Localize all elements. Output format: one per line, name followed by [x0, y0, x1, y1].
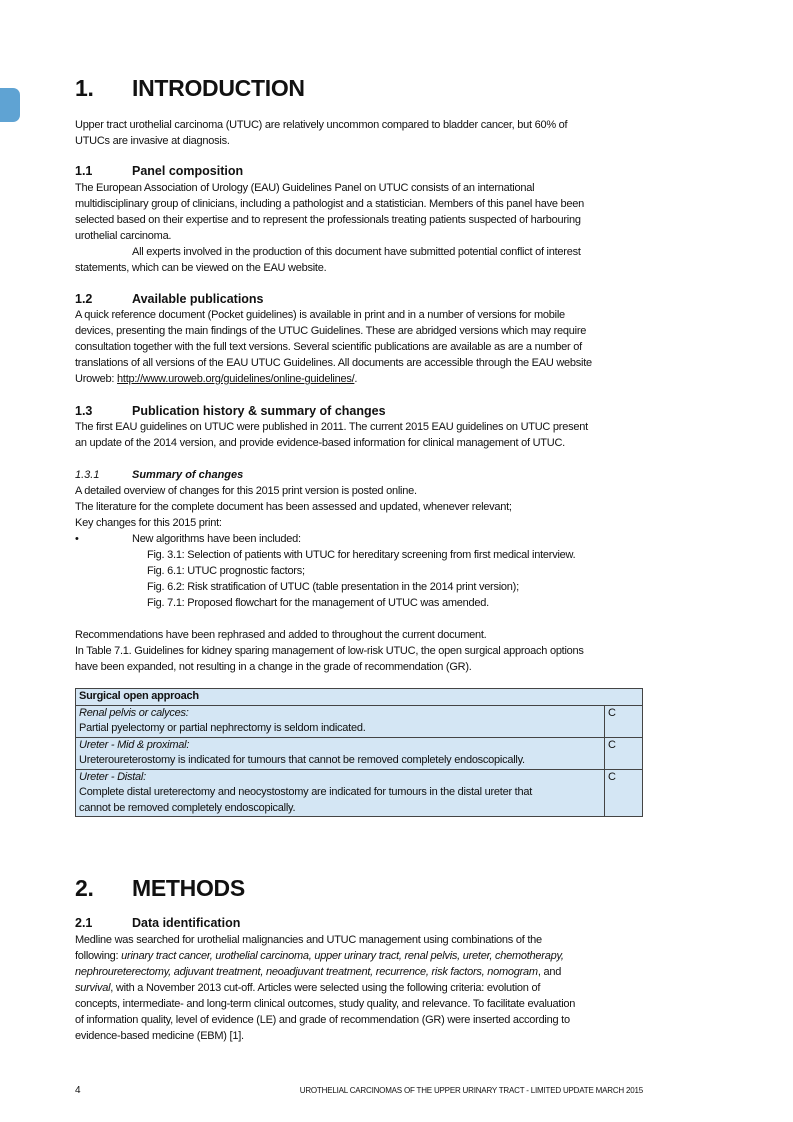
recommendation-cell — [76, 737, 605, 769]
text-line: Upper tract urothelial carcinoma (UTUC) are relatively uncommon compared to bladder cancer, but 60% of — [75, 119, 568, 131]
recommendation-text: cannot be removed completely endoscopically. — [79, 801, 296, 814]
recommendation-text: Partial pyelectomy or partial nephrectomy is seldom indicated. — [79, 722, 366, 734]
text-line: an update of the 2014 version, and provide evidence-based information for clinical management of UTUC. — [75, 437, 565, 449]
section-title: Publication history & summary of changes — [132, 404, 386, 418]
text-line: of information quality, level of evidence (LE) and grade of recommendation (GR) were inserted according to — [75, 1014, 570, 1026]
recommendation-text: Ureteroureterostomy is indicated for tumours that cannot be removed completely endoscopically. — [79, 754, 525, 766]
grade-cell: C — [605, 705, 643, 737]
location-label: Renal pelvis or calyces: — [79, 706, 189, 719]
section-title: Summary of changes — [132, 469, 244, 481]
text-line: consultation together with the full text versions. Several scientific publications are available as are a number of — [75, 341, 582, 353]
running-title: UROTHELIAL CARCINOMAS OF THE UPPER URINARY TRACT - LIMITED UPDATE MARCH 2015 — [299, 1086, 643, 1095]
table-row — [76, 705, 643, 737]
text-line: The European Association of Urology (EAU) Guidelines Panel on UTUC consists of an international — [75, 182, 535, 194]
recommendation-text: Complete distal ureterectomy and neocystostomy are indicated for tumours in the distal ureter that — [79, 786, 533, 798]
figure-change-item: Fig. 6.2: Risk stratification of UTUC (table presentation in the 2014 print version); — [147, 581, 519, 593]
section-1-1-heading — [75, 163, 243, 179]
location-label: Ureter - Mid & proximal: — [79, 738, 190, 751]
section-number: 1. — [75, 75, 94, 101]
text-line — [75, 371, 643, 387]
table-header-row — [76, 689, 643, 706]
section-number: 1.3 — [75, 404, 93, 418]
section-title: Data identification — [132, 916, 241, 930]
text-line: evidence-based medicine (EBM) [1]. — [75, 1030, 244, 1042]
text-line: All experts involved in the production of this document have submitted potential conflict of interest — [132, 246, 581, 258]
text-line: UTUCs are invasive at diagnosis. — [75, 135, 230, 147]
section-title: Available publications — [132, 292, 264, 306]
uroweb-guidelines-link[interactable]: http://www.uroweb.org/guidelines/online-guidelines/ — [117, 373, 355, 385]
bullet-text: New algorithms have been included: — [132, 533, 301, 545]
text-line — [75, 980, 643, 996]
grade-cell: C — [605, 769, 643, 817]
intro-paragraph — [75, 117, 643, 149]
text-fragment: Uroweb: — [75, 373, 118, 385]
recommendations-paragraph — [75, 627, 643, 675]
text-line: have been expanded, not resulting in a change in the grade of recommendation (GR). — [75, 661, 472, 673]
chapter-tab-marker — [0, 88, 20, 122]
section-1-3-heading — [75, 403, 386, 419]
section-2-heading — [75, 874, 245, 902]
section-1-heading — [75, 74, 305, 102]
available-publications-paragraph — [75, 307, 643, 387]
publication-history-paragraph — [75, 419, 643, 451]
text-fragment: , with a November 2013 cut-off. Articles were selected using the following criteria: evolution of — [110, 982, 541, 994]
page-number: 4 — [75, 1085, 81, 1096]
section-title: Panel composition — [132, 164, 244, 178]
search-terms: survival — [75, 982, 111, 994]
section-number: 1.2 — [75, 292, 93, 306]
bullet-icon: • — [75, 533, 79, 545]
panel-composition-paragraph — [75, 180, 643, 276]
section-number: 2. — [75, 875, 94, 901]
data-identification-paragraph — [75, 932, 643, 1044]
text-line: A detailed overview of changes for this 2015 print version is posted online. — [75, 485, 417, 497]
section-1-2-heading — [75, 291, 264, 307]
summary-of-changes-paragraph — [75, 483, 643, 611]
text-line: Key changes for this 2015 print: — [75, 517, 222, 529]
text-line: Recommendations have been rephrased and added to throughout the current document. — [75, 629, 487, 641]
figure-change-item: Fig. 7.1: Proposed flowchart for the management of UTUC was amended. — [147, 597, 489, 609]
section-number: 1.1 — [75, 164, 93, 178]
section-title: INTRODUCTION — [132, 75, 305, 101]
figure-change-item: Fig. 3.1: Selection of patients with UTUC for hereditary screening from first medical interview. — [147, 549, 576, 561]
section-1-3-1-heading — [75, 467, 243, 483]
figure-change-item: Fig. 6.1: UTUC prognostic factors; — [147, 565, 305, 577]
search-terms: urinary tract cancer, urothelial carcinoma, upper urinary tract, renal pelvis, ureter, chemotherapy, — [121, 950, 564, 962]
section-title: METHODS — [132, 875, 245, 901]
text-fragment: , and — [537, 966, 562, 978]
text-line: selected based on their expertise and to represent the professionals treating patients suspected of harbouring — [75, 214, 581, 226]
text-line: translations of all versions of the EAU UTUC Guidelines. All documents are accessible through the EAU website — [75, 357, 592, 369]
text-line: urothelial carcinoma. — [75, 230, 172, 242]
text-fragment: following: — [75, 950, 122, 962]
surgical-open-approach-table — [75, 688, 643, 817]
text-line: concepts, intermediate- and long-term clinical outcomes, study quality, and relevance. To facilitate evaluation — [75, 998, 576, 1010]
bullet-item — [75, 531, 643, 547]
text-line: devices, presenting the main findings of the UTUC Guidelines. These are abridged versions which may require — [75, 325, 587, 337]
text-line: The literature for the complete document has been assessed and updated, whenever relevant; — [75, 501, 512, 513]
grade-cell: C — [605, 737, 643, 769]
text-line: A quick reference document (Pocket guidelines) is available in print and in a number of versions for mobile — [75, 309, 565, 321]
table-header-cell: Surgical open approach — [76, 689, 643, 706]
text-line: statements, which can be viewed on the EAU website. — [75, 262, 327, 274]
text-line: The first EAU guidelines on UTUC were published in 2011. The current 2015 EAU guidelines on UTUC present — [75, 421, 588, 433]
recommendation-cell — [76, 705, 605, 737]
recommendation-cell — [76, 769, 605, 817]
location-label: Ureter - Distal: — [79, 770, 146, 783]
section-number: 1.3.1 — [75, 469, 100, 481]
table-row — [76, 769, 643, 817]
text-line: Medline was searched for urothelial malignancies and UTUC management using combinations of the — [75, 934, 542, 946]
section-2-1-heading — [75, 915, 240, 931]
text-line: multidisciplinary group of clinicians, including a pathologist and a statistician. Members of this panel have been — [75, 198, 584, 210]
search-terms: nephroureterectomy, adjuvant treatment, neoadjuvant treatment, recurrence, risk factors, nomogram — [75, 966, 538, 978]
table-row — [76, 737, 643, 769]
text-line: In Table 7.1. Guidelines for kidney sparing management of low-risk UTUC, the open surgical approach options — [75, 645, 584, 657]
text-line — [75, 948, 643, 964]
text-line — [75, 964, 643, 980]
text-fragment: . — [354, 373, 358, 385]
section-number: 2.1 — [75, 916, 93, 930]
